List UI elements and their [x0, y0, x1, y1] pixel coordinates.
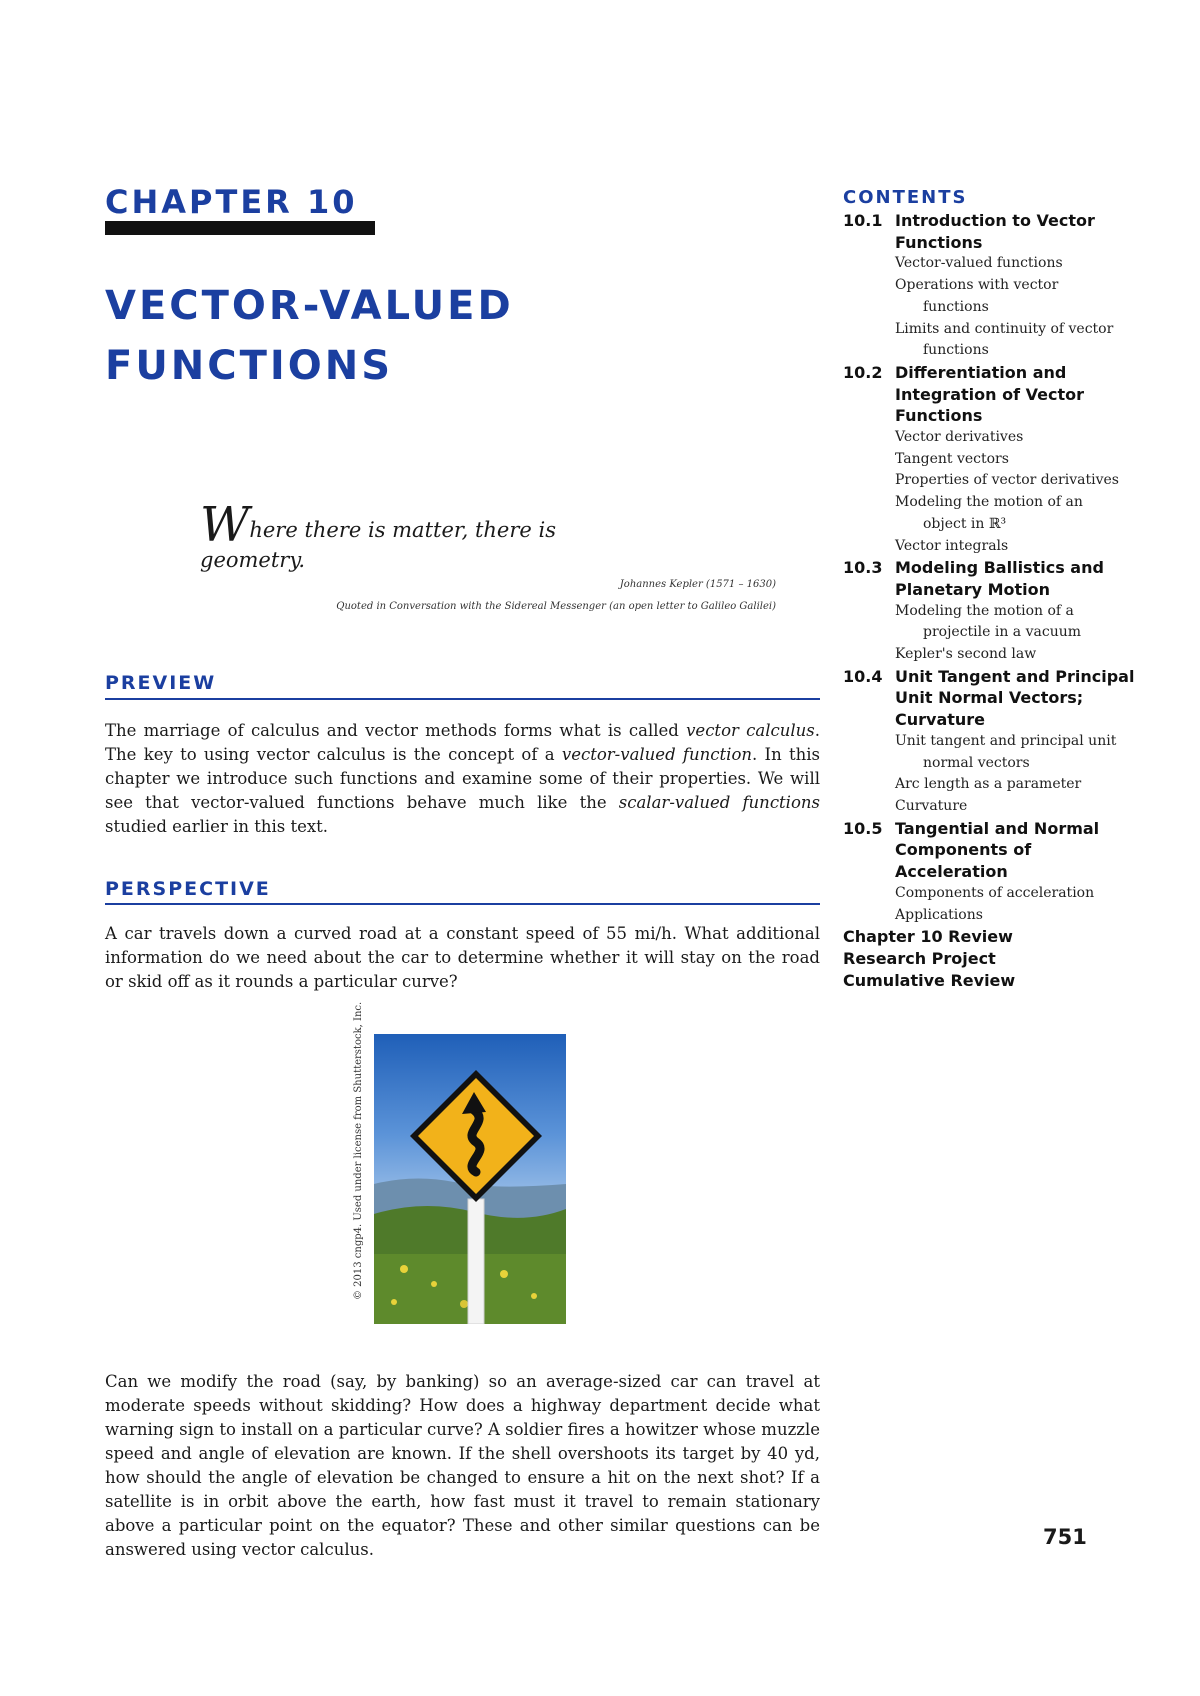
road-sign-icon — [374, 1034, 566, 1324]
toc-subsection: Curvature — [895, 797, 968, 814]
toc-subsection: Vector integrals — [895, 537, 1009, 554]
toc-section-10-5: 10.5 Tangential and Normal Components of Acceleration — [843, 818, 1100, 882]
toc-section-10-2: 10.2 Differentiation and Integration of Vector Functions — [843, 362, 1084, 426]
photo-credit: © 2013 cngp4. Used under license from Shutterstock, Inc. — [353, 1001, 364, 1300]
chapter-title-line1: VECTOR-VALUED — [105, 283, 514, 329]
toc-subsection: Modeling the motion of an object in ℝ³ — [895, 494, 1083, 532]
chapter-bar — [105, 221, 375, 235]
perspective-paragraph-1: A car travels down a curved road at a constant speed of 55 mi/h. What additional information do we need about the car to determine whether it will stay on the road or skid off as it rounds a particular curve? — [105, 924, 820, 991]
perspective-paragraph-2: Can we modify the road (say, by banking) so an average-sized car can travel at moderate speeds without skidding? How does a highway department decide what warning sign to install on a particular curve? A soldier fires a howitzer whose muzzle speed and angle of elevation are known. If the shell overshoots its target by 40 yd, how should the angle of elevation be changed to ensure a hit on the next shot? If a satellite is in orbit above the earth, how fast must it travel to remain stationary above a particular point on the equator? These and other similar questions can be answered using vector calculus. — [105, 1372, 821, 1559]
toc-chapter-review: Chapter 10 Review — [843, 927, 1013, 947]
preview-rule — [105, 698, 820, 700]
chapter-label: CHAPTER 10 — [105, 183, 358, 221]
toc-subsection: Limits and continuity of vector functions — [895, 320, 1114, 359]
epigraph-dropcap: W — [200, 497, 250, 553]
toc-subsection: Components of acceleration — [895, 884, 1095, 901]
toc-subsection: Vector derivatives — [895, 429, 1024, 446]
toc-cumulative-review: Cumulative Review — [843, 970, 1016, 990]
contents-title: CONTENTS — [843, 187, 968, 208]
toc-subsection: Operations with vector functions — [895, 277, 1059, 315]
chapter-title-line2: FUNCTIONS — [105, 343, 394, 389]
toc-section-10-1: 10.1 Introduction to Vector Functions — [843, 211, 1095, 252]
toc-subsection: Tangent vectors — [895, 450, 1009, 467]
preview-heading: PREVIEW — [105, 672, 217, 694]
contents-sidebar — [843, 186, 1143, 991]
toc-research-project: Research Project — [843, 948, 996, 968]
toc-subsection: Arc length as a parameter — [895, 776, 1082, 793]
epigraph-text: here there is matter, there is geometry. — [200, 518, 556, 572]
epigraph — [200, 497, 620, 575]
preview-paragraph: The marriage of calculus and vector methods forms what is called vector calculus. The key to using vector calculus is the concept of a vector-valued function. In this chapter we introduce such functions and examine some of their properties. We will see that vector-valued functions behave much like the scalar-valued functions studied earlier in this text. — [105, 721, 821, 836]
page-number: 751 — [1043, 1525, 1087, 1549]
perspective-heading: PERSPECTIVE — [105, 878, 271, 900]
toc-subsection: Modeling the motion of a projectile in a vacuum — [895, 602, 1082, 641]
toc-section-10-4: 10.4 Unit Tangent and Principal Unit Normal Vectors; Curvature — [843, 666, 1135, 730]
toc-subsection: Unit tangent and principal unit normal vectors — [895, 732, 1117, 771]
curvy-road-sign-photo — [374, 1034, 566, 1324]
chapter-title — [105, 276, 514, 396]
toc-subsection: Applications — [895, 906, 983, 923]
toc-subsection: Kepler's second law — [895, 646, 1037, 663]
epigraph-author: Johannes Kepler (1571 – 1630) — [619, 579, 776, 590]
toc-subsection: Properties of vector derivatives — [895, 472, 1119, 489]
toc-section-10-3: 10.3 Modeling Ballistics and Planetary Motion — [843, 558, 1104, 599]
epigraph-source: Quoted in Conversation with the Sidereal Messenger (an open letter to Galileo Galilei) — [336, 601, 776, 612]
perspective-rule — [105, 903, 820, 905]
toc-subsection: Vector-valued functions — [895, 255, 1063, 272]
